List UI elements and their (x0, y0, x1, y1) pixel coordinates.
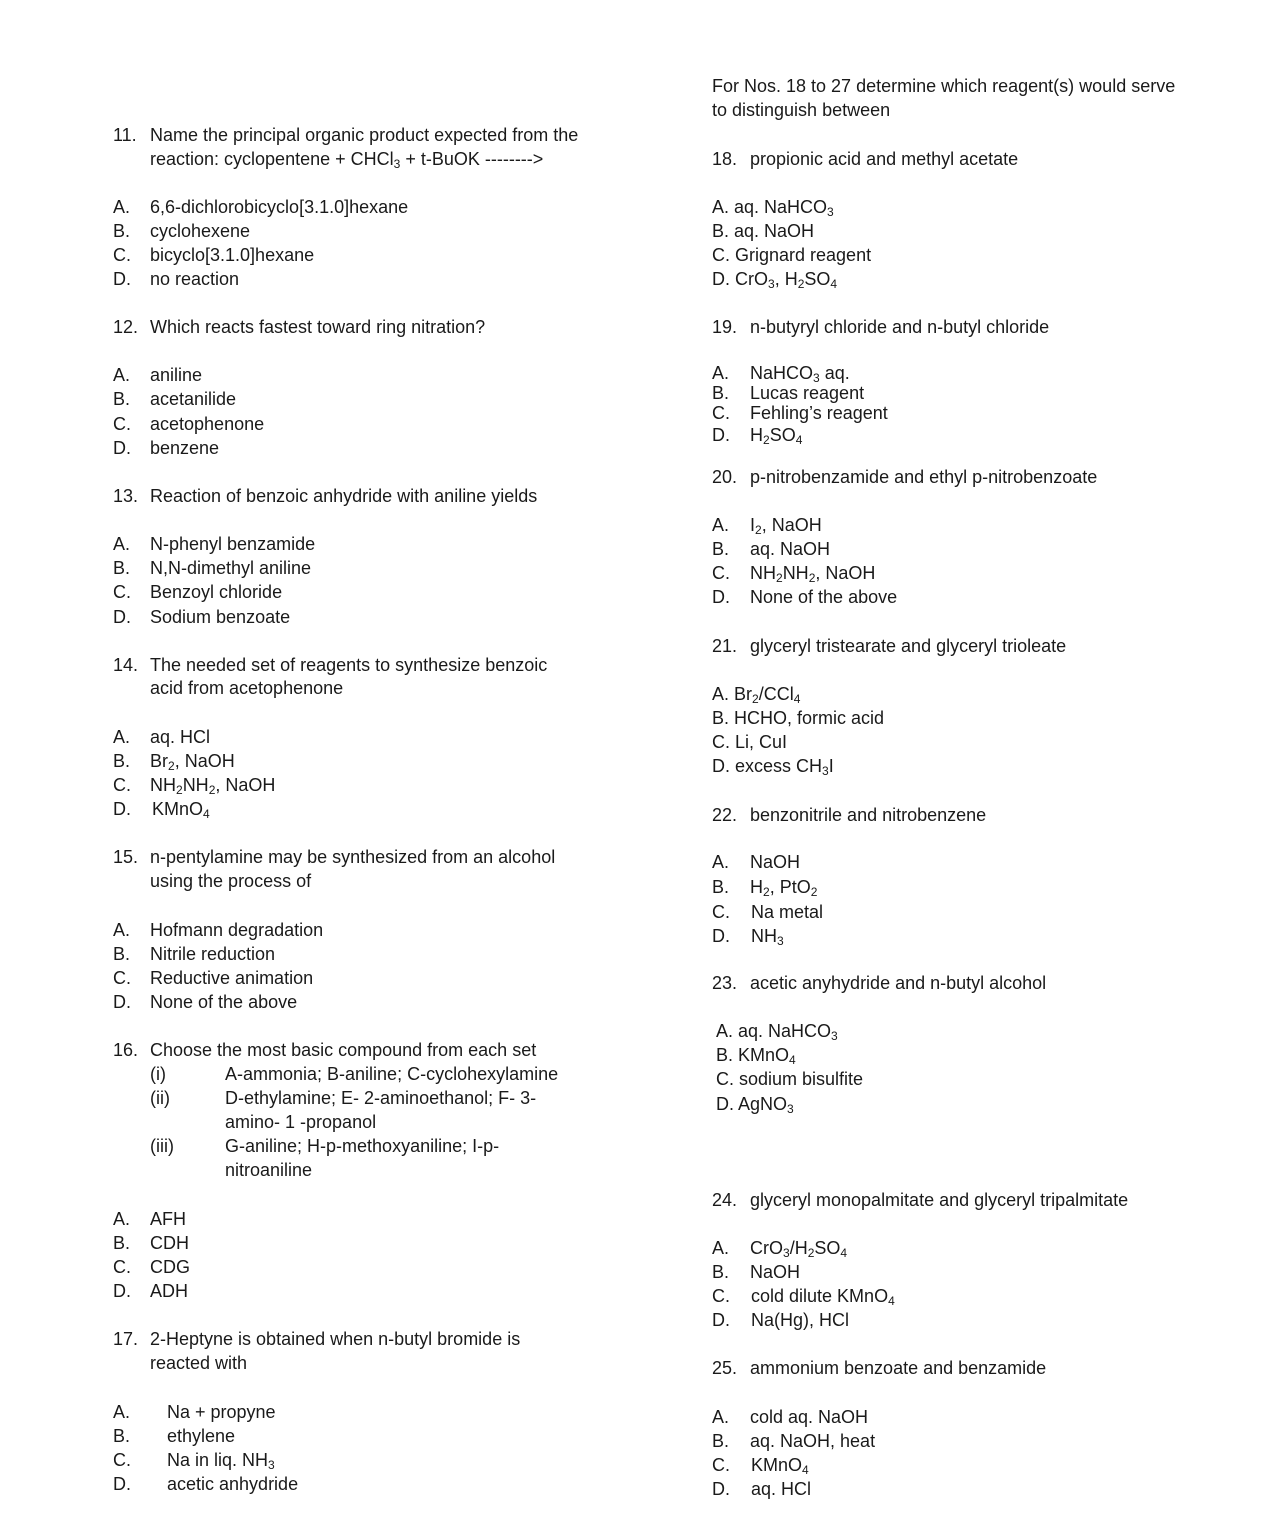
option-text: D. AgNO$_3$ (716, 1094, 794, 1116)
section-intro: For Nos. 18 to 27 determine which reagent(s) would serve (712, 76, 1176, 96)
option-text: $H_2$, PtO$_2$ (750, 877, 818, 899)
option-letter: D. (113, 438, 131, 458)
option-text: aq. HCl (751, 1479, 812, 1499)
option-text: A. $Br_2/CCl_4$ (712, 684, 801, 706)
option-letter: C. (712, 403, 730, 423)
option-text: Sodium benzoate (150, 607, 291, 627)
option-text: acetanilide (150, 389, 237, 409)
option-letter: A. (712, 363, 730, 383)
option-letter: B. (113, 944, 131, 964)
question-text: reaction: cyclopentene + CHCl$_3$ + t-BuOK --------> (150, 149, 544, 171)
option-letter: C. (113, 1257, 131, 1277)
option-letter: A. (113, 1209, 131, 1229)
question-text: glyceryl tristearate and glyceryl trioleate (750, 636, 1067, 656)
set-roman: (ii) (150, 1088, 170, 1108)
question-text: Which reacts fastest toward ring nitration? (150, 317, 486, 337)
option-text: bicyclo[3.1.0]hexane (150, 245, 315, 265)
question-text: ammonium benzoate and benzamide (750, 1358, 1047, 1378)
option-letter: D. (113, 269, 131, 289)
option-letter: D. (113, 607, 131, 627)
option-letter: C. (712, 1455, 730, 1475)
option-letter: A. (113, 197, 131, 217)
question-number: 13. (113, 486, 139, 506)
option-text: B. HCHO, formic acid (712, 708, 885, 728)
option-text: Nitrile reduction (150, 944, 276, 964)
option-text: Reductive animation (150, 968, 314, 988)
option-text: cold aq. NaOH (750, 1407, 869, 1427)
option-text: B. aq. NaOH (712, 221, 815, 241)
option-text: A. aq. NaHCO$_3$ (716, 1021, 838, 1043)
option-text: Na metal (751, 902, 824, 922)
option-text: ethylene (167, 1426, 236, 1446)
option-letter: A. (712, 1407, 730, 1427)
question-text: acid from acetophenone (150, 678, 344, 698)
option-text: $NH_3$ (751, 926, 784, 948)
option-letter: B. (113, 221, 131, 241)
option-letter: B. (712, 1262, 730, 1282)
question-number: 20. (712, 467, 738, 487)
question-number: 15. (113, 847, 139, 867)
option-text: Hofmann degradation (150, 920, 324, 940)
question-text: acetic anyhydride and n-butyl alcohol (750, 973, 1047, 993)
option-text: C. Grignard reagent (712, 245, 872, 265)
question-number: 12. (113, 317, 139, 337)
option-text: aq. NaOH (750, 539, 831, 559)
question-number: 21. (712, 636, 738, 656)
option-text: $H_2SO_4$ (750, 425, 803, 447)
option-letter: C. (113, 968, 131, 988)
option-letter: D. (712, 1479, 730, 1499)
question-text: n-pentylamine may be synthesized from an alcohol (150, 847, 556, 867)
set-text: G-aniline; H-p-methoxyaniline; I-p- (225, 1136, 500, 1156)
question-text: p-nitrobenzamide and ethyl p-nitrobenzoate (750, 467, 1098, 487)
option-letter: D. (712, 1310, 730, 1330)
question-number: 24. (712, 1190, 738, 1210)
option-text: N,N-dimethyl aniline (150, 558, 312, 578)
option-text: NaOH (750, 1262, 801, 1282)
question-text: 2-Heptyne is obtained when n-butyl bromide is (150, 1329, 521, 1349)
question-text: Reaction of benzoic anhydride with aniline yields (150, 486, 538, 506)
option-letter: C. (712, 902, 730, 922)
option-text: C. Li, CuI (712, 732, 788, 752)
option-letter: C. (113, 775, 131, 795)
option-letter: A. (113, 365, 131, 385)
question-number: 11. (113, 125, 137, 145)
option-letter: D. (113, 992, 131, 1012)
option-letter: D. (712, 425, 730, 445)
option-text: None of the above (150, 992, 298, 1012)
question-number: 17. (113, 1329, 139, 1349)
option-text: $CrO_3/H_2SO_4$ (750, 1238, 848, 1260)
option-text: NaOH (750, 852, 801, 872)
option-letter: D. (113, 799, 131, 819)
option-text: AFH (150, 1209, 186, 1229)
option-letter: A. (113, 1402, 131, 1422)
option-text: Na(Hg), HCl (751, 1310, 850, 1330)
option-text: Benzoyl chloride (150, 582, 283, 602)
option-letter: A. (712, 852, 730, 872)
option-letter: A. (113, 727, 131, 747)
question-text: benzonitrile and nitrobenzene (750, 805, 987, 825)
option-text: NaHCO$_3$ aq. (750, 363, 850, 385)
option-text: Na + propyne (167, 1402, 276, 1422)
option-letter: A. (712, 515, 730, 535)
option-text: aniline (150, 365, 203, 385)
option-letter: D. (113, 1281, 131, 1301)
option-letter: B. (712, 1431, 730, 1451)
question-number: 25. (712, 1358, 738, 1378)
set-roman: (i) (150, 1064, 166, 1084)
option-text: no reaction (150, 269, 240, 289)
option-text: $NH_2NH_2$, NaOH (750, 563, 876, 585)
question-text: glyceryl monopalmitate and glyceryl tripalmitate (750, 1190, 1129, 1210)
question-number: 23. (712, 973, 738, 993)
set-roman: (iii) (150, 1136, 174, 1156)
option-text: A. aq. NaHCO$_3$ (712, 197, 834, 219)
option-letter: B. (113, 1426, 131, 1446)
question-text: using the process of (150, 871, 312, 891)
option-letter: C. (113, 414, 131, 434)
question-text: The needed set of reagents to synthesize benzoic (150, 655, 548, 675)
option-letter: B. (712, 877, 730, 897)
set-text: amino- 1 -propanol (225, 1112, 377, 1132)
option-letter: B. (113, 1233, 131, 1253)
option-text: aq. NaOH, heat (750, 1431, 876, 1451)
option-text: CDG (150, 1257, 190, 1277)
option-text: Fehling’s reagent (750, 403, 888, 423)
question-number: 19. (712, 317, 738, 337)
option-text: cyclohexene (150, 221, 251, 241)
option-letter: C. (113, 1450, 131, 1470)
option-letter: C. (712, 1286, 730, 1306)
question-number: 22. (712, 805, 738, 825)
set-text: nitroaniline (225, 1160, 313, 1180)
option-text: cold dilute KMnO$_4$ (751, 1286, 895, 1308)
option-letter: A. (712, 1238, 730, 1258)
option-letter: C. (113, 245, 131, 265)
option-letter: D. (712, 587, 730, 607)
option-letter: C. (712, 563, 730, 583)
option-text: C. sodium bisulfite (716, 1069, 864, 1089)
question-text: n-butyryl chloride and n-butyl chloride (750, 317, 1050, 337)
option-text: aq. HCl (150, 727, 211, 747)
option-text: KMnO$_4$ (152, 799, 210, 821)
option-text: $NH_2NH_2$, NaOH (150, 775, 276, 797)
option-letter: B. (712, 539, 730, 559)
option-text: $I_2$, NaOH (750, 515, 822, 537)
option-letter: B. (113, 389, 131, 409)
option-text: None of the above (750, 587, 898, 607)
option-text: ADH (150, 1281, 189, 1301)
option-letter: C. (113, 582, 131, 602)
option-text: KMnO$_4$ (751, 1455, 809, 1477)
question-number: 14. (113, 655, 139, 675)
option-text: acetic anhydride (167, 1474, 299, 1494)
question-number: 18. (712, 149, 738, 169)
question-text: propionic acid and methyl acetate (750, 149, 1019, 169)
question-number: 16. (113, 1040, 139, 1060)
question-text: Choose the most basic compound from each set (150, 1040, 537, 1060)
option-text: benzene (150, 438, 220, 458)
option-letter: B. (113, 751, 131, 771)
question-text: Name the principal organic product expected from the (150, 125, 579, 145)
option-letter: D. (113, 1474, 131, 1494)
option-text: Na in liq. $NH_3$ (167, 1450, 275, 1472)
question-text: reacted with (150, 1353, 248, 1373)
section-intro: to distinguish between (712, 100, 891, 120)
option-text: D. excess $CH_3I$ (712, 756, 834, 778)
option-text: CDH (150, 1233, 189, 1253)
option-text: acetophenone (150, 414, 265, 434)
set-text: D-ethylamine; E- 2-aminoethanol; F- 3- (225, 1088, 537, 1108)
option-letter: B. (113, 558, 131, 578)
option-letter: B. (712, 383, 730, 403)
option-text: B. KMnO$_4$ (716, 1045, 796, 1067)
option-text: $Br_2$, NaOH (150, 751, 235, 773)
option-text: N-phenyl benzamide (150, 534, 316, 554)
set-text: A-ammonia; B-aniline; C-cyclohexylamine (225, 1064, 559, 1084)
option-letter: A. (113, 534, 131, 554)
option-text: 6,6-dichlorobicyclo[3.1.0]hexane (150, 197, 409, 217)
option-letter: A. (113, 920, 131, 940)
option-letter: D. (712, 926, 730, 946)
option-text: Lucas reagent (750, 383, 865, 403)
option-text: D. CrO$_3$, $H_2SO_4$ (712, 269, 838, 291)
